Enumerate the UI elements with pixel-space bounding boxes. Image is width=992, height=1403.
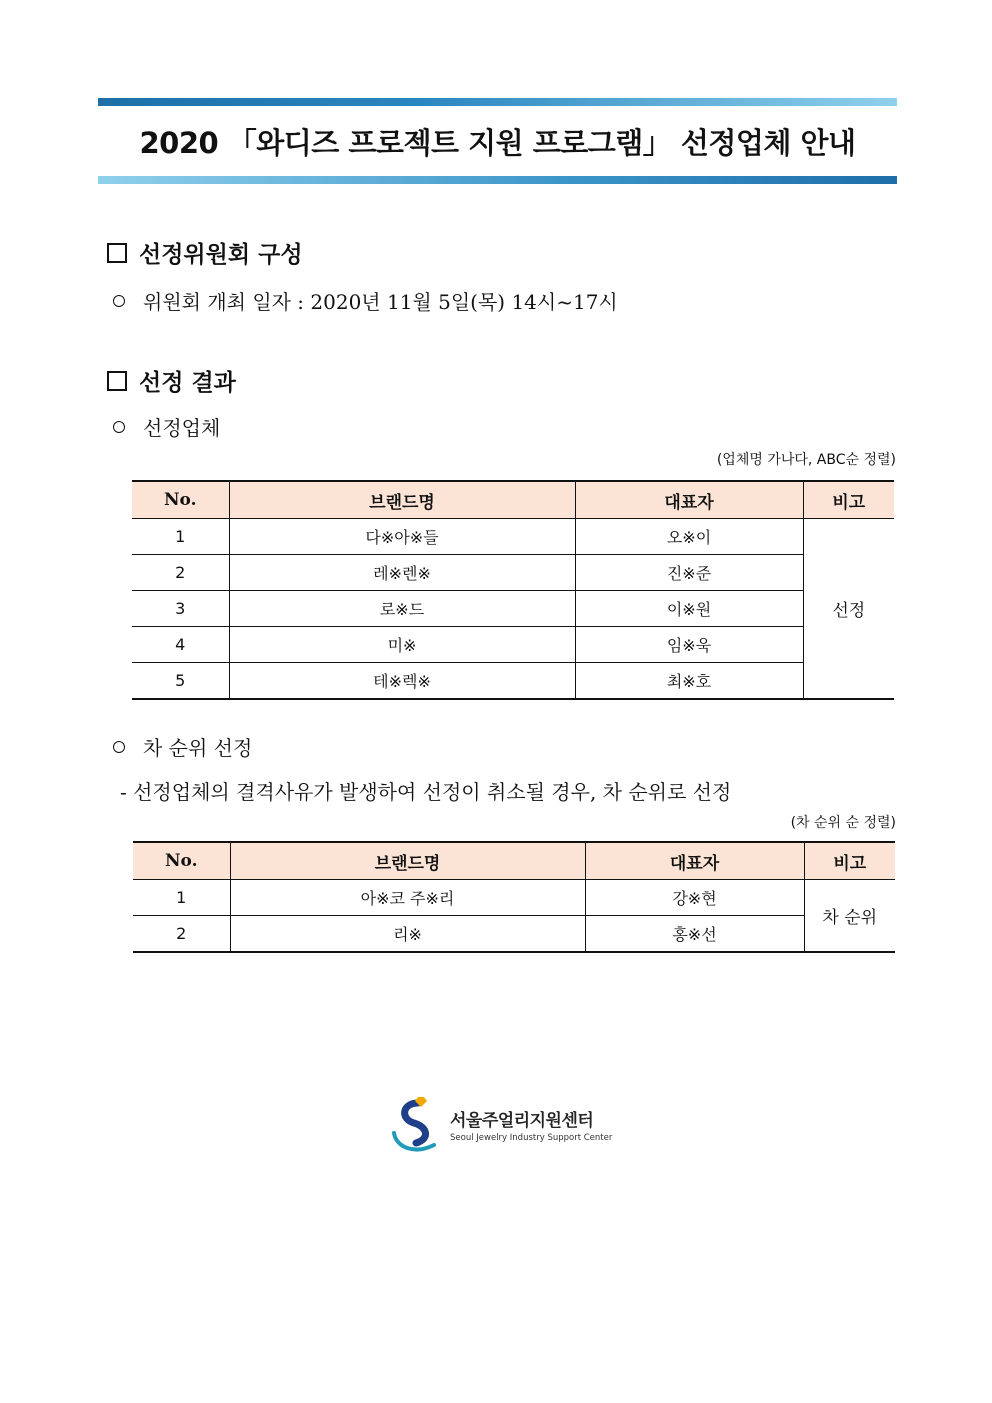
selected-table: [132, 480, 894, 700]
section-result-heading: [107, 364, 236, 397]
title-bottom-bar: [98, 176, 897, 184]
cell-rep: 임※욱: [575, 627, 803, 663]
checkbox-square-icon: [107, 371, 127, 391]
cell-rep: 이※원: [575, 591, 803, 627]
reserve-sort-note: (차 순위 순 정렬): [790, 815, 896, 831]
reserve-table: [133, 841, 895, 953]
logo-name-kr: 서울주얼리지원센터: [450, 1110, 594, 1131]
selected-label-item: [113, 412, 220, 441]
cell-remark-reserve: 차 순위: [804, 880, 895, 953]
title-band: [98, 98, 897, 184]
table-row: [132, 519, 894, 555]
title-top-bar: [98, 98, 897, 106]
cell-no: 2: [133, 916, 230, 953]
section-committee-title: 선정위원회 구성: [139, 241, 303, 268]
circle-bullet-icon: [113, 741, 125, 753]
header-rep: 대표자: [585, 842, 804, 880]
cell-no: 1: [133, 880, 230, 916]
reserve-label: 차 순위 선정: [143, 736, 253, 760]
committee-date-item: [113, 286, 618, 315]
cell-no: 5: [132, 663, 229, 700]
header-rep: 대표자: [575, 481, 803, 519]
center-logo: [388, 1093, 612, 1155]
cell-brand: 리※: [230, 916, 585, 953]
table-row: [132, 663, 894, 700]
table-header-row: [132, 481, 894, 519]
header-no: No.: [132, 481, 229, 519]
table-row: [132, 555, 894, 591]
cell-no: 2: [132, 555, 229, 591]
reserve-description-text: - 선정업체의 결격사유가 발생하여 선정이 취소될 경우, 차 순위로 선정: [120, 780, 732, 804]
reserve-label-item: [113, 732, 252, 761]
circle-bullet-icon: [113, 421, 125, 433]
cell-brand: 아※코 주※리: [230, 880, 585, 916]
cell-rep: 오※이: [575, 519, 803, 555]
cell-brand: 로※드: [229, 591, 575, 627]
cell-brand: 미※: [229, 627, 575, 663]
cell-no: 1: [132, 519, 229, 555]
cell-no: 3: [132, 591, 229, 627]
table-header-row: [133, 842, 895, 880]
committee-date-text: 위원회 개최 일자 : 2020년 11월 5일(목) 14시~17시: [143, 290, 618, 314]
jewelry-center-logo-icon: [388, 1093, 446, 1155]
header-remark: 비고: [804, 842, 895, 880]
cell-no: 4: [132, 627, 229, 663]
cell-rep: 진※준: [575, 555, 803, 591]
section-result-title: 선정 결과: [139, 369, 236, 396]
cell-brand: 레※렌※: [229, 555, 575, 591]
selected-label: 선정업체: [143, 416, 221, 440]
header-brand: 브랜드명: [229, 481, 575, 519]
header-remark: 비고: [803, 481, 894, 519]
logo-name-en: Seoul Jewelry Industry Support Center: [450, 1132, 613, 1143]
table-row: [133, 880, 895, 916]
page-title: 2020 「와디즈 프로젝트 지원 프로그램」 선정업체 안내: [139, 125, 856, 160]
table-row: [133, 916, 895, 953]
cell-brand: 테※렉※: [229, 663, 575, 700]
reserve-description: [120, 776, 896, 805]
cell-brand: 다※아※들: [229, 519, 575, 555]
circle-bullet-icon: [113, 295, 125, 307]
table-row: [132, 591, 894, 627]
cell-remark-selected: 선정: [803, 519, 894, 700]
selected-sort-note: (업체명 가나다, ABC순 정렬): [716, 452, 896, 468]
checkbox-square-icon: [107, 243, 127, 263]
header-no: No.: [133, 842, 230, 880]
cell-rep: 최※호: [575, 663, 803, 700]
table-row: [132, 627, 894, 663]
cell-rep: 강※현: [585, 880, 804, 916]
section-committee-heading: [107, 236, 303, 269]
cell-rep: 홍※선: [585, 916, 804, 953]
header-brand: 브랜드명: [230, 842, 585, 880]
